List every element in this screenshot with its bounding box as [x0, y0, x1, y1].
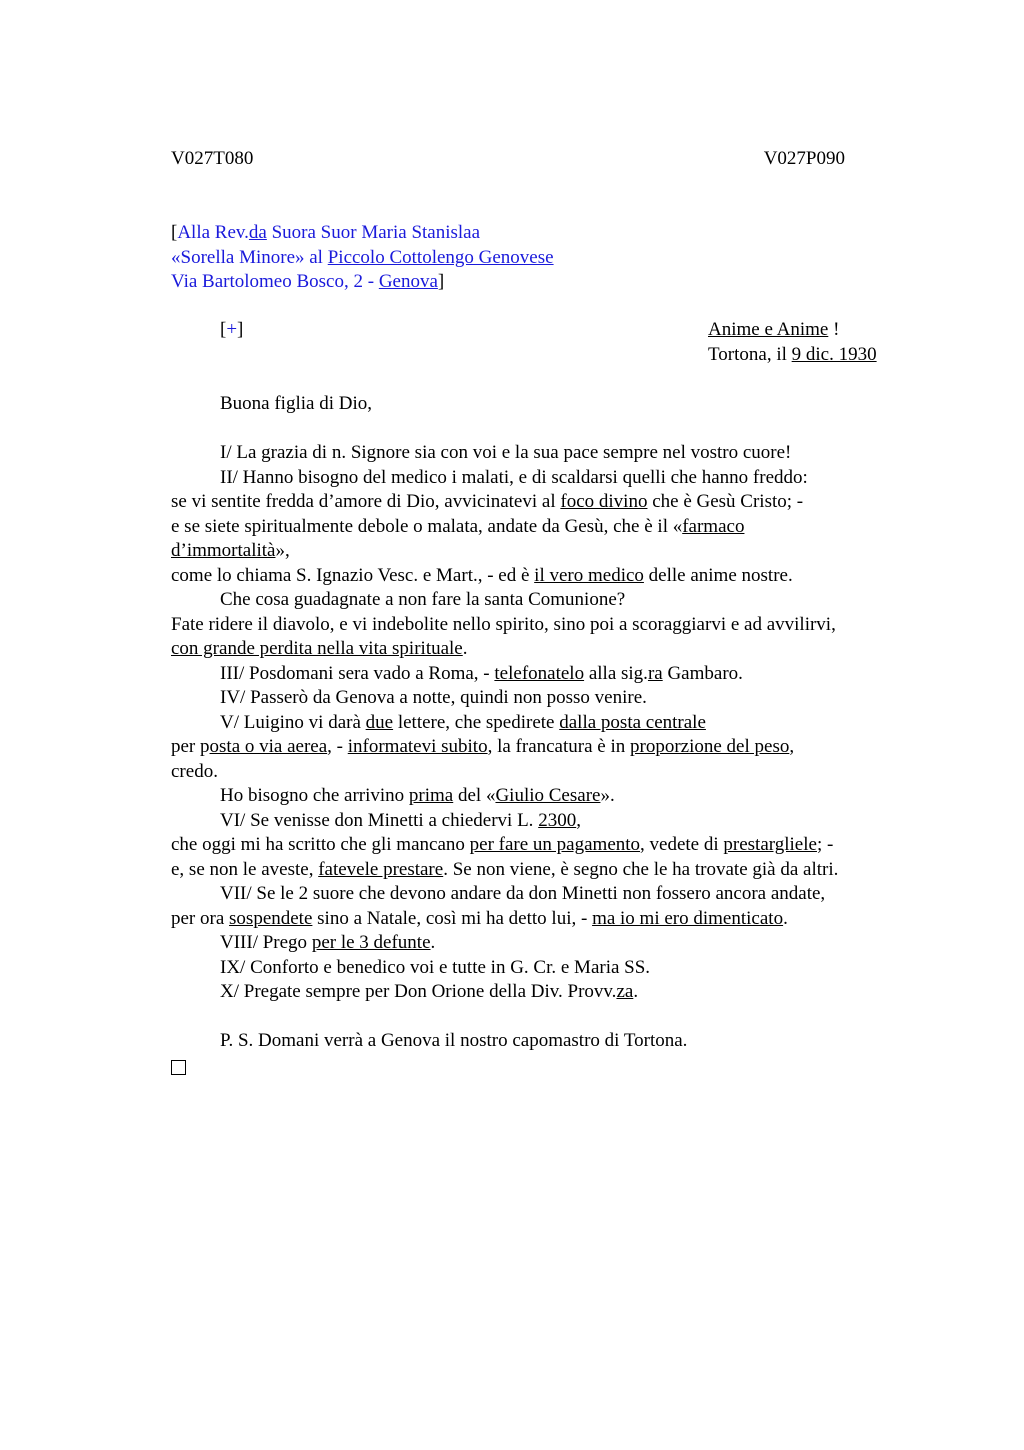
- body-line: d’immortalità»,: [171, 540, 290, 561]
- paragraph-vii: VII/ Se le 2 suore che devono andare da don Minetti non fossero ancora andate,: [220, 883, 826, 904]
- body-line: come lo chiama S. Ignazio Vesc. e Mart., - ed è il vero medico delle anime nostre.: [171, 564, 793, 586]
- paragraph-ii: II/ Hanno bisogno del medico i malati, e di scaldarsi quelli che hanno freddo:: [220, 466, 808, 488]
- paragraph-iv: IV/ Passerò da Genova a notte, quindi non posso venire.: [220, 687, 647, 708]
- address-line-3: Via Bartolomeo Bosco, 2 - Genova]: [171, 271, 445, 292]
- body-line: e se siete spiritualmente debole o malata, andate da Gesù, che è il «farmaco: [171, 515, 745, 537]
- body-line: con grande perdita nella vita spirituale.: [171, 638, 468, 659]
- paragraph-vi: VI/ Se venisse don Minetti a chiedervi L. 2300,: [220, 809, 581, 831]
- motto: Anime e Anime !: [708, 319, 840, 340]
- body-line: Ho bisogno che arrivino prima del «Giulio Cesare».: [220, 785, 615, 806]
- body-line: che oggi mi ha scritto che gli mancano per fare un pagamento, vedete di prestargliele; -: [171, 834, 834, 855]
- motto-and-date: [708, 318, 877, 367]
- body-line: se vi sentite fredda d’amore di Dio, avvicinatevi al foco divino che è Gesù Cristo; -: [171, 491, 804, 512]
- recipient-address: [171, 221, 554, 295]
- letter-body: [171, 392, 901, 1082]
- body-line: e, se non le aveste, fatevele prestare. Se non viene, è segno che le ha trovate già da altri.: [171, 858, 839, 880]
- body-line: per ora sospendete sino a Natale, così mi ha detto lui, - ma io mi ero dimenticato.: [171, 907, 788, 929]
- header-right-code: V027P090: [763, 148, 845, 169]
- address-line-1: [Alla Rev.da Suora Suor Maria Stanislaa: [171, 222, 481, 243]
- paragraph-viii: VIII/ Prego per le 3 defunte.: [220, 932, 436, 953]
- body-line: per posta o via aerea, - informatevi subito, la francatura è in proporzione del peso,: [171, 736, 795, 757]
- paragraph-v: V/ Luigino vi darà due lettere, che spedirete dalla posta centrale: [220, 711, 706, 733]
- header-left-code: V027T080: [171, 148, 254, 169]
- postscript: P. S. Domani verrà a Genova il nostro capomastro di Tortona.: [220, 1030, 688, 1051]
- salutation: Buona figlia di Dio,: [220, 393, 372, 414]
- paragraph-x: X/ Pregate sempre per Don Orione della Div. Provv.za.: [220, 981, 639, 1002]
- place-date: Tortona, il 9 dic. 1930: [708, 343, 877, 365]
- address-line-2: «Sorella Minore» al Piccolo Cottolengo Genovese: [171, 246, 554, 268]
- paragraph-i: I/ La grazia di n. Signore sia con voi e la sua pace sempre nel vostro cuore!: [220, 442, 792, 463]
- body-line: credo.: [171, 760, 218, 782]
- body-line: Fate ridere il diavolo, e vi indebolite nello spirito, sino poi a scoraggiarvi e ad avvilirvi,: [171, 613, 836, 635]
- cross-mark: [+]: [220, 319, 244, 340]
- paragraph-ix: IX/ Conforto e benedico voi e tutte in G. Cr. e Maria SS.: [220, 956, 651, 978]
- body-line: Che cosa guadagnate a non fare la santa Comunione?: [220, 589, 626, 610]
- paragraph-iii: III/ Posdomani sera vado a Roma, - telefonatelo alla sig.ra Gambaro.: [220, 662, 743, 684]
- end-box-mark: [171, 1054, 901, 1083]
